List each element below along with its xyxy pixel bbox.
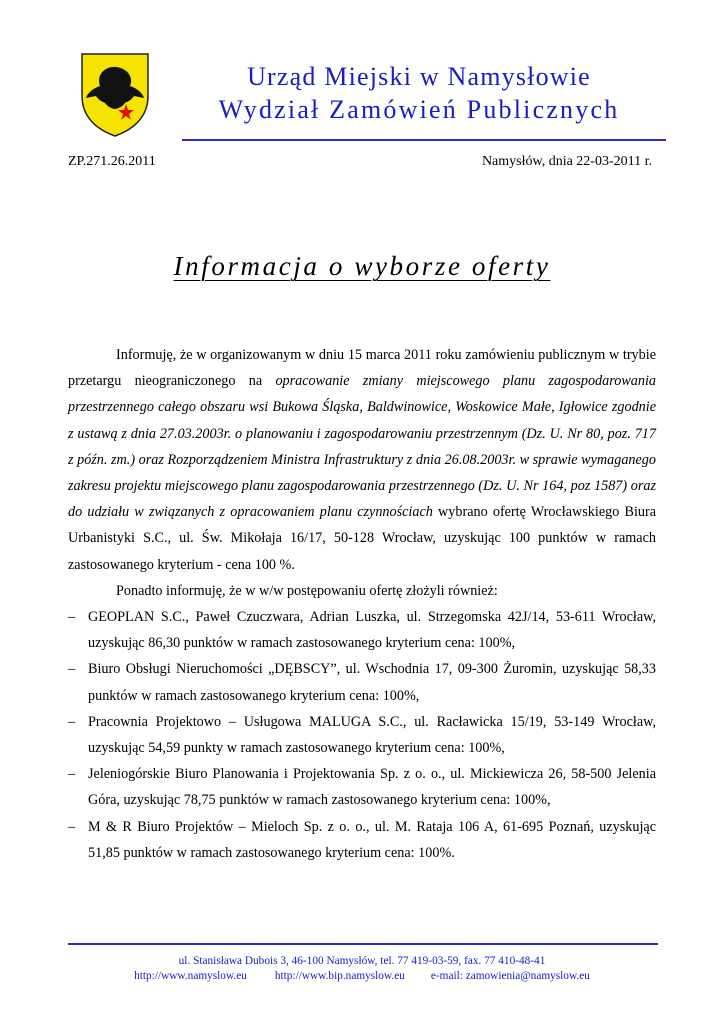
other-offers-list	[68, 604, 656, 866]
paragraph-1-italic-subject: opracowanie zmiany miejscowego planu zagospodarowania przestrzennego całego obszaru wsi Bukowa Śląska, Baldwinowice, Woskowice Małe, Igłowice zgodnie z ustawą z dnia 27.03.2003r. o planowaniu i zagospodarowaniu przestrzennym (Dz. U. Nr 80, poz. 717 z późn. zm.) oraz Rozporządzeniem Ministra Infrastruktury z dnia 26.08.2003r. w sprawie wymaganego zakresu projektu miejscowego planu zagospodarowania przestrzennego (Dz. U. Nr 164, poz 1587) oraz do udziału w związanych z opracowaniem planu czynnościach	[68, 373, 657, 521]
list-item: – Pracownia Projektowo – Usługowa MALUGA S.C., ul. Racławicka 15/19, 53-149 Wrocław, uzyskując 54,59 punkty w ramach zastosowanego kryterium cena: 100%,	[68, 709, 656, 761]
body-paragraph-1	[68, 342, 656, 578]
document-title	[0, 251, 724, 282]
document-title-text: Informacja o wyborze oferty	[173, 251, 551, 281]
paragraph-1-text-b: wybrano ofertę Wrocławskiego Biura Urbanistyki S.C., ul. Św. Mikołaja 16/17, 50-128 Wrocław, uzyskując 100 punktów w ramach zastosowanego kryterium - cena 100 %.	[68, 504, 656, 573]
website-link[interactable]: http://www.namyslow.eu	[134, 970, 247, 982]
list-item: – M & R Biuro Projektów – Mieloch Sp. z o. o., ul. M. Rataja 106 A, 61-695 Poznań, uzyskując 51,85 punktów w ramach zastosowanego kryterium cena: 100%.	[68, 814, 656, 866]
email-link[interactable]: e-mail: zamowienia@namyslow.eu	[430, 970, 590, 982]
document-body	[68, 342, 656, 866]
footer-links	[0, 968, 724, 984]
list-item: – GEOPLAN S.C., Paweł Czuczwara, Adrian Luszka, ul. Strzegomska 42J/14, 53-611 Wrocław, uzyskując 86,30 punktów w ramach zastosowanego kryterium cena: 100%,	[68, 604, 656, 656]
list-item: – Jeleniogórskie Biuro Planowania i Projektowania Sp. z o. o., ul. Mickiewicza 26, 58-500 Jelenia Góra, uzyskując 78,75 punktów w ramach zastosowanego kryterium cena: 100%,	[68, 761, 656, 813]
footer-address: ul. Stanisława Dubois 3, 46-100 Namysłów, tel. 77 419-03-59, fax. 77 410-48-41	[178, 955, 546, 967]
header-divider	[182, 139, 666, 141]
office-name: Urząd Miejski w Namysłowie	[247, 62, 591, 91]
department-name: Wydział Zamówień Publicznych	[218, 95, 620, 124]
coat-of-arms-icon	[80, 52, 150, 138]
paragraph-1-text-a: Informuję, że w organizowanym w dniu 15 marca 2011 roku zamówieniu publicznym w trybie przetargu nieograniczonego na	[68, 347, 656, 390]
bip-link[interactable]: http://www.bip.namyslow.eu	[274, 970, 405, 982]
document-date: Namysłów, dnia 22-03-2011 r.	[481, 154, 652, 169]
list-item: – Biuro Obsługi Nieruchomości „DĘBSCY”, ul. Wschodnia 17, 09-300 Żuromin, uzyskując 58,33 punktów w ramach zastosowanego kryterium cena: 100%,	[68, 656, 656, 708]
footer-divider	[68, 943, 658, 945]
reference-number: ZP.271.26.2011	[68, 154, 156, 169]
body-paragraph-2: Ponadto informuję, że w w/w postępowaniu ofertę złożyli również:	[116, 582, 498, 599]
